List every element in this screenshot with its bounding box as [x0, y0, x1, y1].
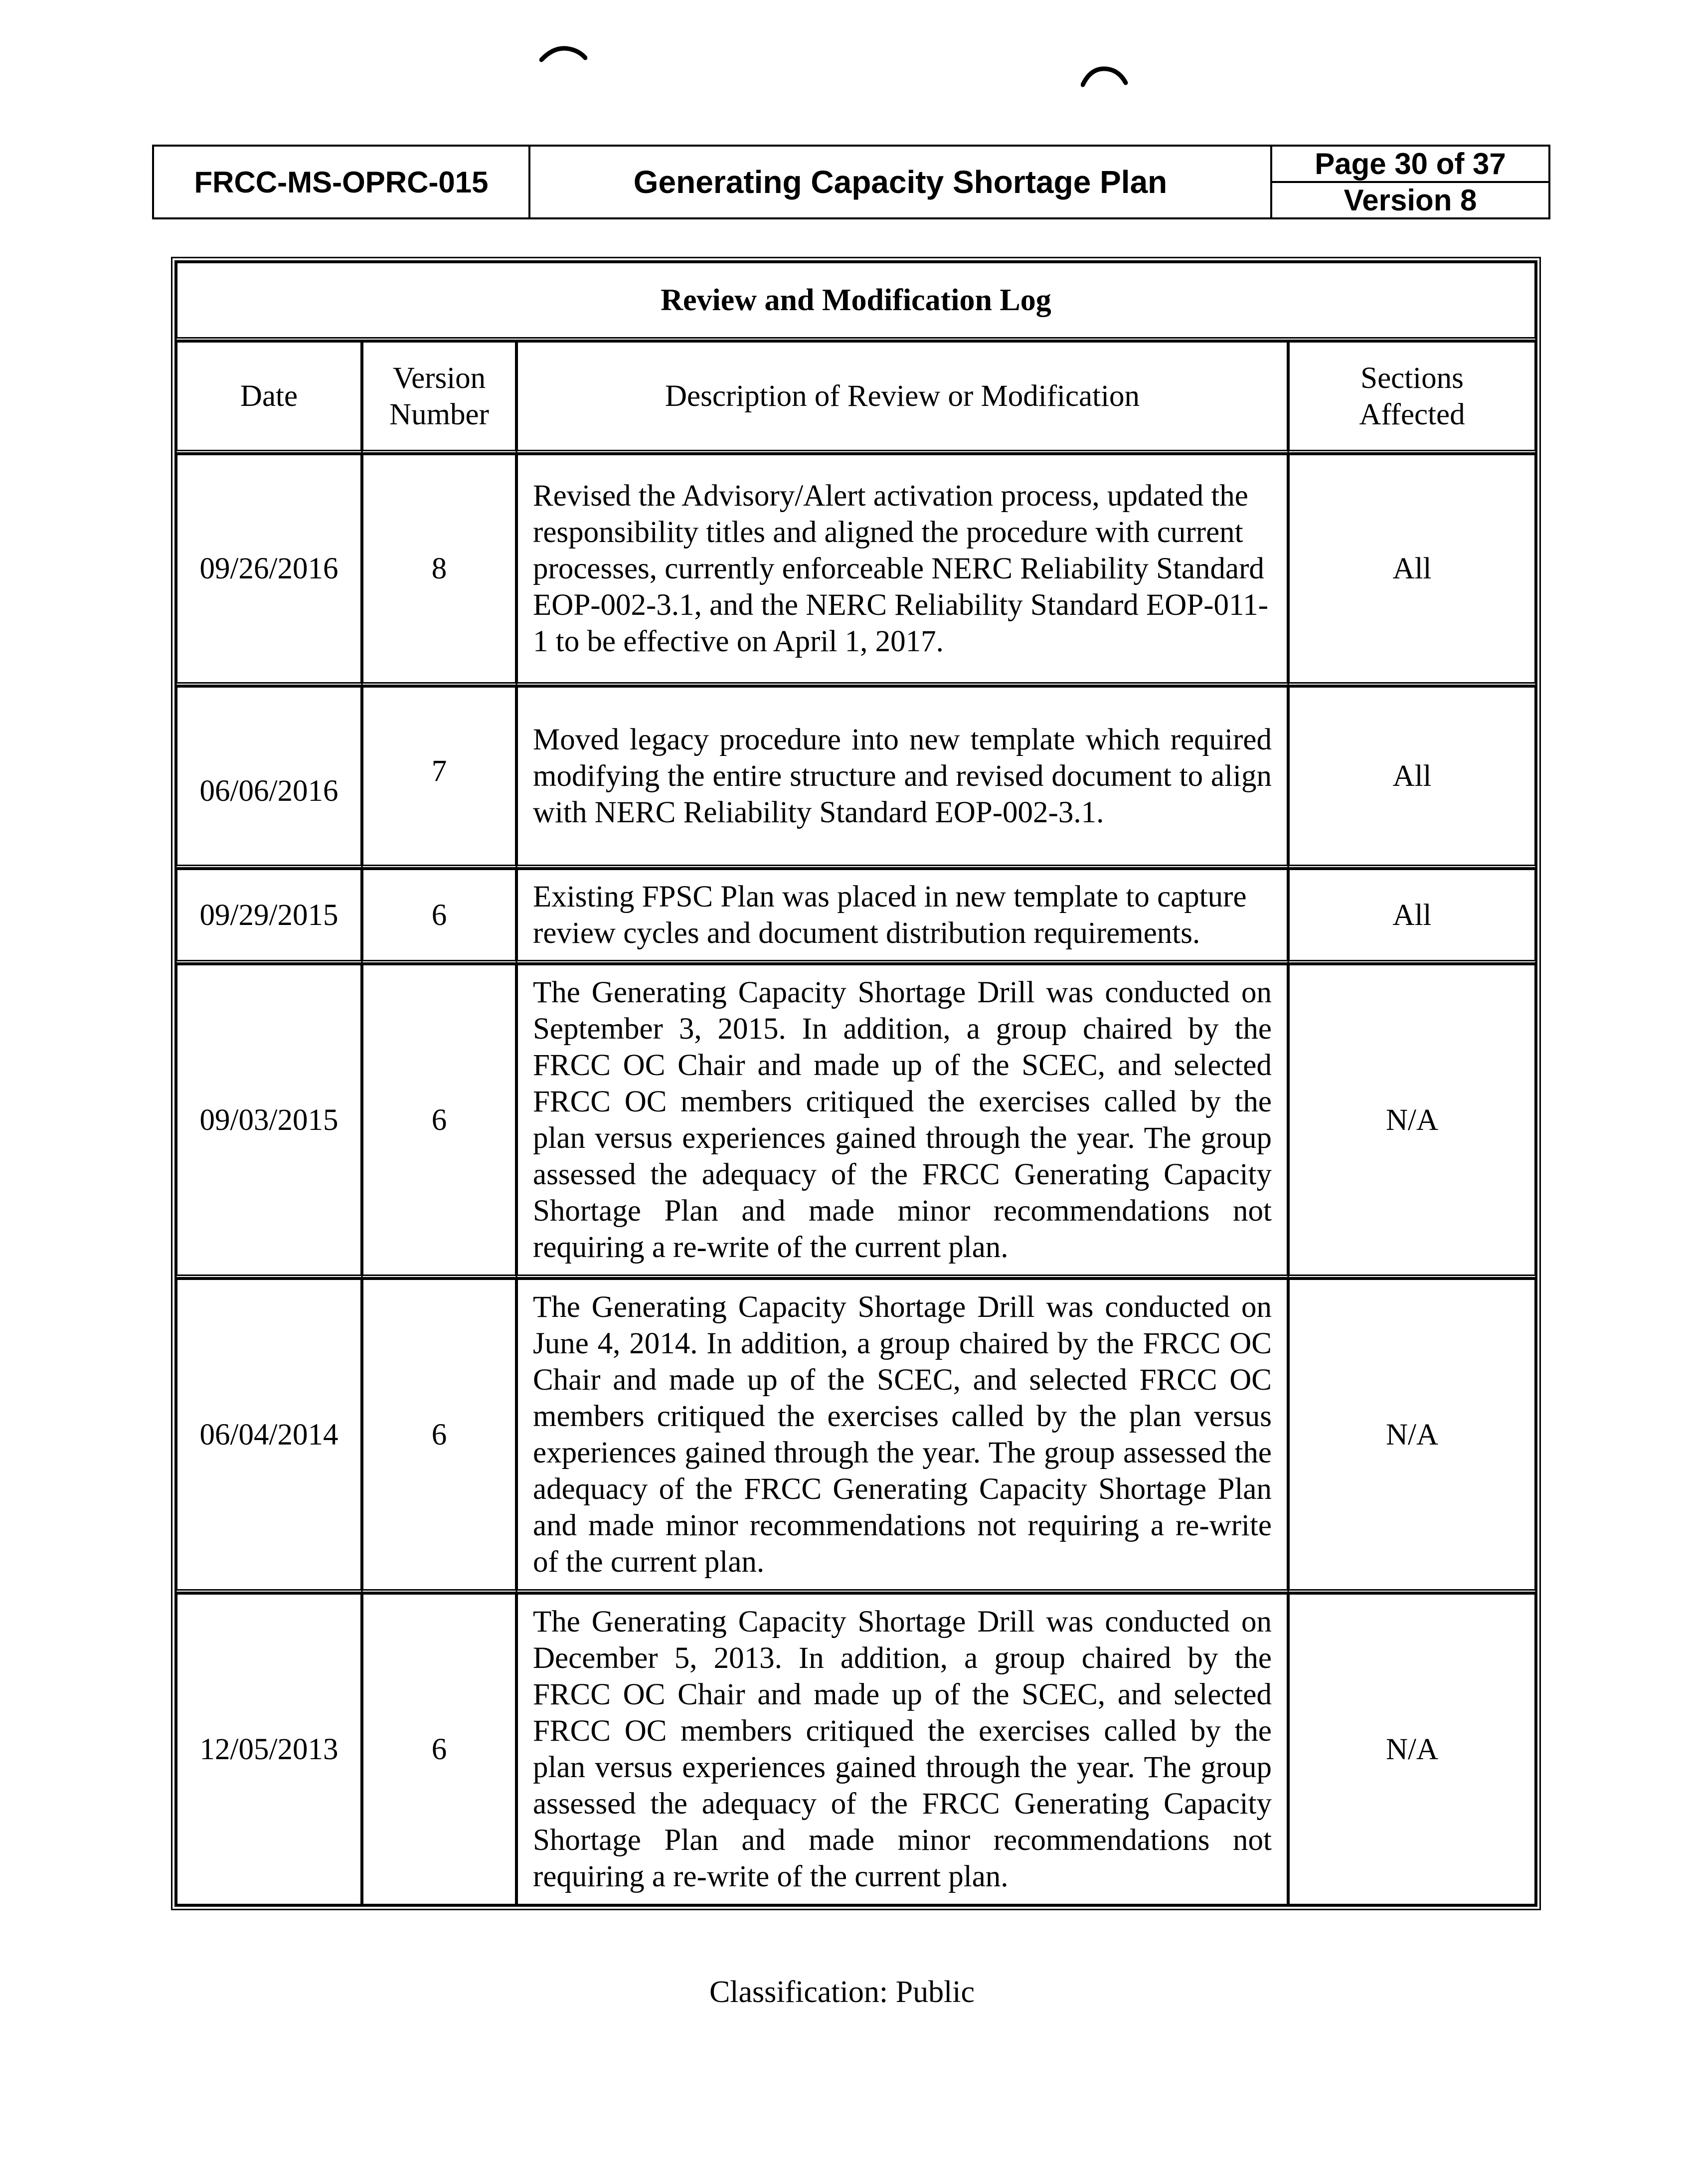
- column-header-version: Version Number: [362, 341, 516, 454]
- column-header-description: Description of Review or Modification: [516, 341, 1288, 454]
- scan-mark-right: [1081, 63, 1129, 88]
- row-date: 09/26/2016: [176, 454, 362, 686]
- doc-number: FRCC-MS-OPRC-015: [154, 147, 530, 217]
- row-description: The Generating Capacity Shortage Drill was conducted on June 4, 2014. In addition, a group chaired by the FRCC OC Chair and made up of the SCEC, and selected FRCC OC members critiqued the exercises called by the plan versus experiences gained through the year. The group assessed the adequacy of the FRCC Generating Capacity Shortage Plan and made minor recommendations not requiring a re-write of the current plan.: [516, 1278, 1288, 1593]
- row-description: The Generating Capacity Shortage Drill was conducted on December 5, 2013. In addition, a group chaired by the FRCC OC Chair and made up of the SCEC, and selected FRCC OC members critiqued the exercises called by the plan versus experiences gained through the year. The group assessed the adequacy of the FRCC Generating Capacity Shortage Plan and made minor recommendations not requiring a re-write of the current plan.: [516, 1593, 1288, 1905]
- row-version: 7: [362, 686, 516, 869]
- page-number: Page 30 of 37: [1272, 147, 1548, 183]
- table-row: [176, 1593, 1536, 1905]
- doc-title: Generating Capacity Shortage Plan: [530, 147, 1272, 217]
- row-sections: All: [1288, 869, 1536, 964]
- row-sections: N/A: [1288, 964, 1536, 1278]
- column-header-sections: Sections Affected: [1288, 341, 1536, 454]
- row-description: The Generating Capacity Shortage Drill was conducted on September 3, 2015. In addition, a group chaired by the FRCC OC Chair and made up of the SCEC, and selected FRCC OC members critiqued the exercises called by the plan versus experiences gained through the year. The group assessed the adequacy of the FRCC Generating Capacity Shortage Plan and made minor recommendations not requiring a re-write of the current plan.: [516, 964, 1288, 1278]
- row-sections: All: [1288, 454, 1536, 686]
- row-version: 6: [362, 964, 516, 1278]
- row-date: 06/06/2016: [176, 686, 362, 869]
- row-sections: N/A: [1288, 1278, 1536, 1593]
- version-label: Version 8: [1344, 183, 1477, 217]
- table-row: [176, 454, 1536, 686]
- row-version: 6: [362, 1278, 516, 1593]
- row-description: Existing FPSC Plan was placed in new template to capture review cycles and document distribution requirements.: [516, 869, 1288, 964]
- row-date: 12/05/2013: [176, 1593, 362, 1905]
- table-row: [176, 1278, 1536, 1593]
- table-row: [176, 686, 1536, 869]
- document-header: [152, 145, 1550, 219]
- table-row: [176, 869, 1536, 964]
- row-date: 09/29/2015: [176, 869, 362, 964]
- row-sections: All: [1288, 686, 1536, 869]
- row-version: 6: [362, 869, 516, 964]
- table-row: [176, 964, 1536, 1278]
- row-sections: N/A: [1288, 1593, 1536, 1905]
- row-description: Revised the Advisory/Alert activation process, updated the responsibility titles and aligned the procedure with current processes, currently enforceable NERC Reliability Standard EOP-002-3.1, and the NERC Reliability Standard EOP-011-1 to be effective on April 1, 2017.: [516, 454, 1288, 686]
- classification-footer: Classification: Public: [709, 1975, 975, 2009]
- review-log-table: [171, 257, 1541, 1910]
- row-date: 09/03/2015: [176, 964, 362, 1278]
- row-version: 6: [362, 1593, 516, 1905]
- column-header-date: Date: [176, 341, 362, 454]
- row-version: 8: [362, 454, 516, 686]
- row-date: 06/04/2014: [176, 1278, 362, 1593]
- row-description: Moved legacy procedure into new template which required modifying the entire structure and revised document to align with NERC Reliability Standard EOP-002-3.1.: [516, 686, 1288, 869]
- log-title: Review and Modification Log: [176, 262, 1536, 341]
- scan-mark-left: [539, 43, 587, 63]
- page-info: [1272, 147, 1548, 217]
